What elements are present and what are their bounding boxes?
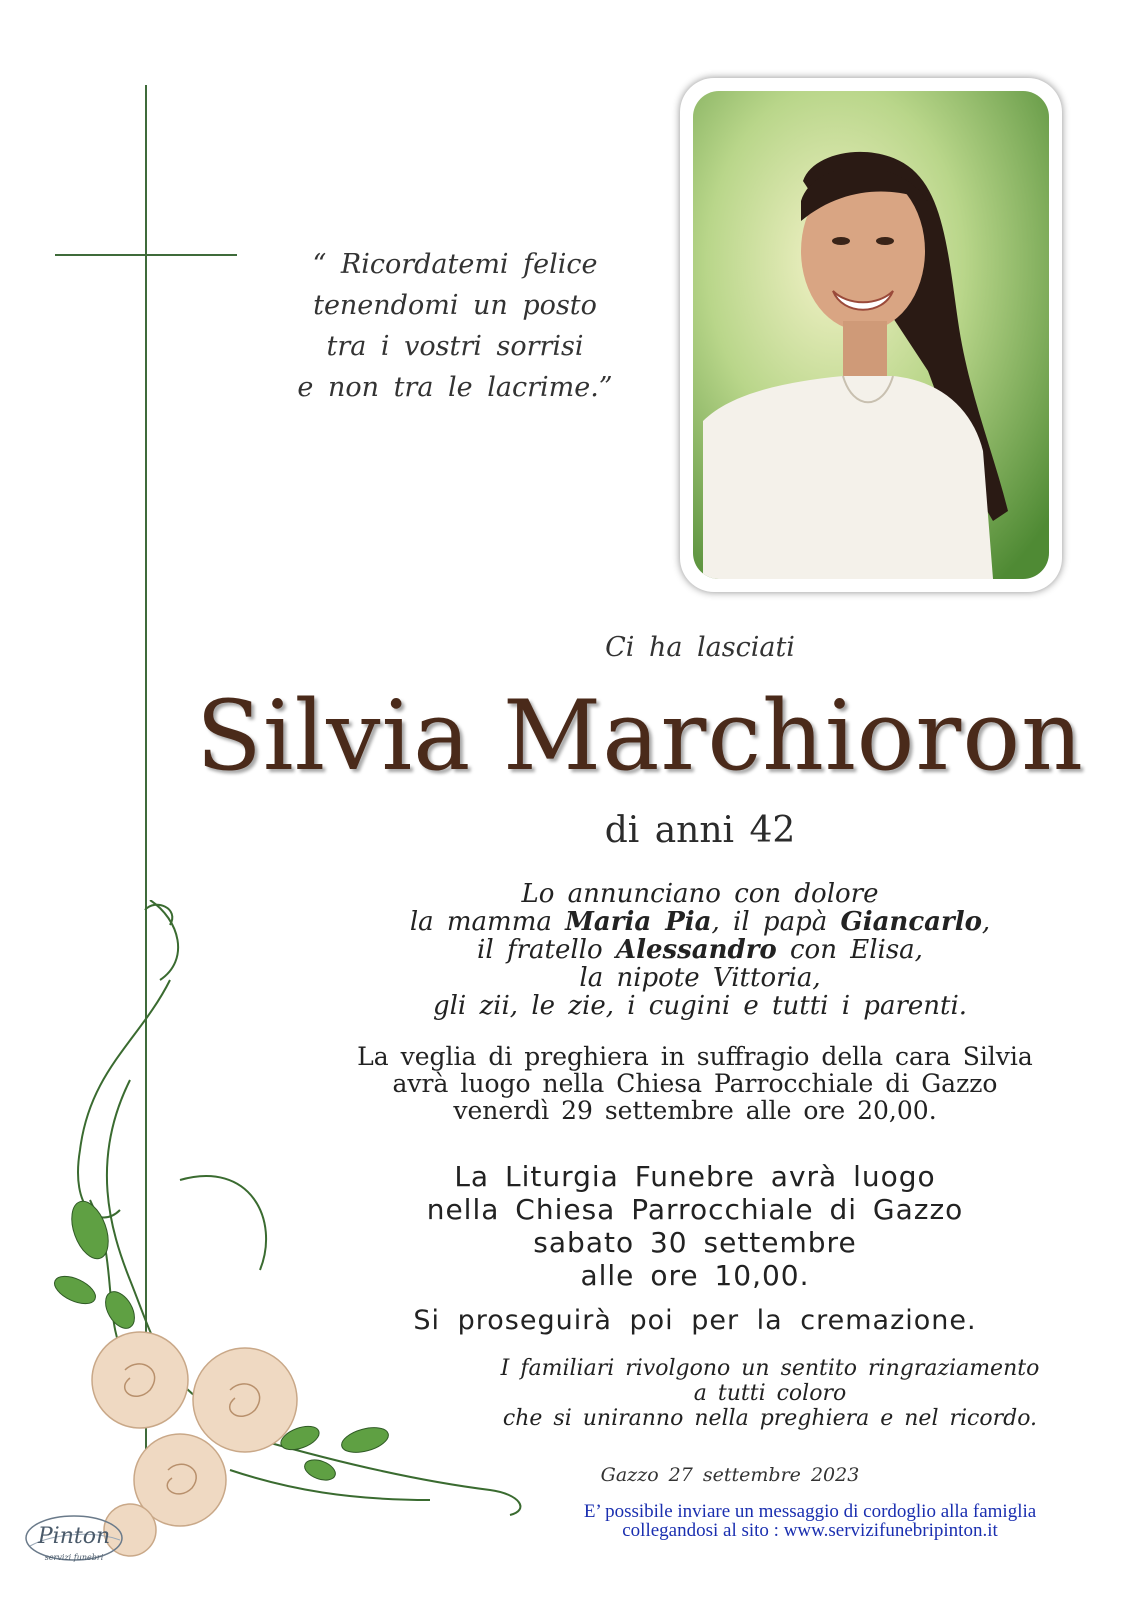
condolence-line: E’ possibile inviare un messaggio di cordoglio alla famiglia <box>583 1501 1037 1522</box>
liturgy-block <box>240 1160 1131 1292</box>
mother-name: Maria Pia <box>565 907 712 937</box>
father-name: Giancarlo <box>840 907 982 937</box>
age-text: di anni 42 <box>604 810 796 851</box>
intro-text: Ci ha lasciati <box>605 632 795 663</box>
notice-date: Gazzo 27 settembre 2023 <box>600 1464 860 1486</box>
portrait-illustration <box>693 91 1049 579</box>
announce-line-parents <box>300 908 1100 936</box>
liturgy-line: sabato 30 settembre <box>533 1226 857 1259</box>
thanks-line: a tutti coloro <box>693 1381 847 1406</box>
announce-text: la mamma <box>409 907 566 937</box>
liturgy-line: nella Chiesa Parrocchiale di Gazzo <box>426 1193 964 1226</box>
announce-line: la nipote Vittoria, <box>579 963 821 993</box>
condolence-link[interactable]: collegandosi al sito : www.servizifunebripinton.it <box>622 1520 998 1541</box>
vigil-line: venerdì 29 settembre alle ore 20,00. <box>453 1096 937 1125</box>
cross-horizontal-bar <box>55 254 237 256</box>
announcement-block <box>300 880 1100 1020</box>
quote-line: e non tra le lacrime.” <box>297 372 613 403</box>
thanks-line: I familiari rivolgono un sentito ringraziamento <box>500 1356 1040 1381</box>
thanks-block <box>430 1356 1110 1431</box>
announce-text: , <box>981 907 991 937</box>
vigil-line: La veglia di preghiera in suffragio della cara Silvia <box>357 1042 1033 1071</box>
vigil-block <box>240 1043 1131 1124</box>
deceased-name: Silvia Marchioron <box>196 680 1084 792</box>
vigil-line: avrà luogo nella Chiesa Parrocchiale di Gazzo <box>392 1069 998 1098</box>
quote-line: tra i vostri sorrisi <box>326 331 584 362</box>
announce-text: con Elisa, <box>776 935 923 965</box>
brother-name: Alessandro <box>615 935 777 965</box>
quote-line: tenendomi un posto <box>313 290 597 321</box>
announce-line: Lo annunciano con dolore <box>521 879 879 909</box>
portrait-photo <box>693 91 1049 579</box>
cremation-text: Si proseguirà poi per la cremazione. <box>413 1305 977 1336</box>
condolence-note <box>530 1502 1090 1540</box>
memorial-quote <box>250 244 660 408</box>
liturgy-line: alle ore 10,00. <box>580 1259 810 1292</box>
pinton-logo <box>22 1510 126 1570</box>
announce-text: il fratello <box>477 935 616 965</box>
thanks-line: che si uniranno nella preghiera e nel ricordo. <box>502 1406 1038 1431</box>
svg-text:Pinton: Pinton <box>37 1524 111 1549</box>
svg-text:servizi funebri: servizi funebri <box>44 1553 104 1562</box>
photo-frame <box>680 78 1062 592</box>
announce-text: , il papà <box>711 907 841 937</box>
quote-line: “ Ricordatemi felice <box>312 249 598 280</box>
announce-line: gli zii, le zie, i cugini e tutti i parenti. <box>432 991 968 1021</box>
liturgy-line: La Liturgia Funebre avrà luogo <box>454 1160 936 1193</box>
announce-line-brother <box>300 936 1100 964</box>
